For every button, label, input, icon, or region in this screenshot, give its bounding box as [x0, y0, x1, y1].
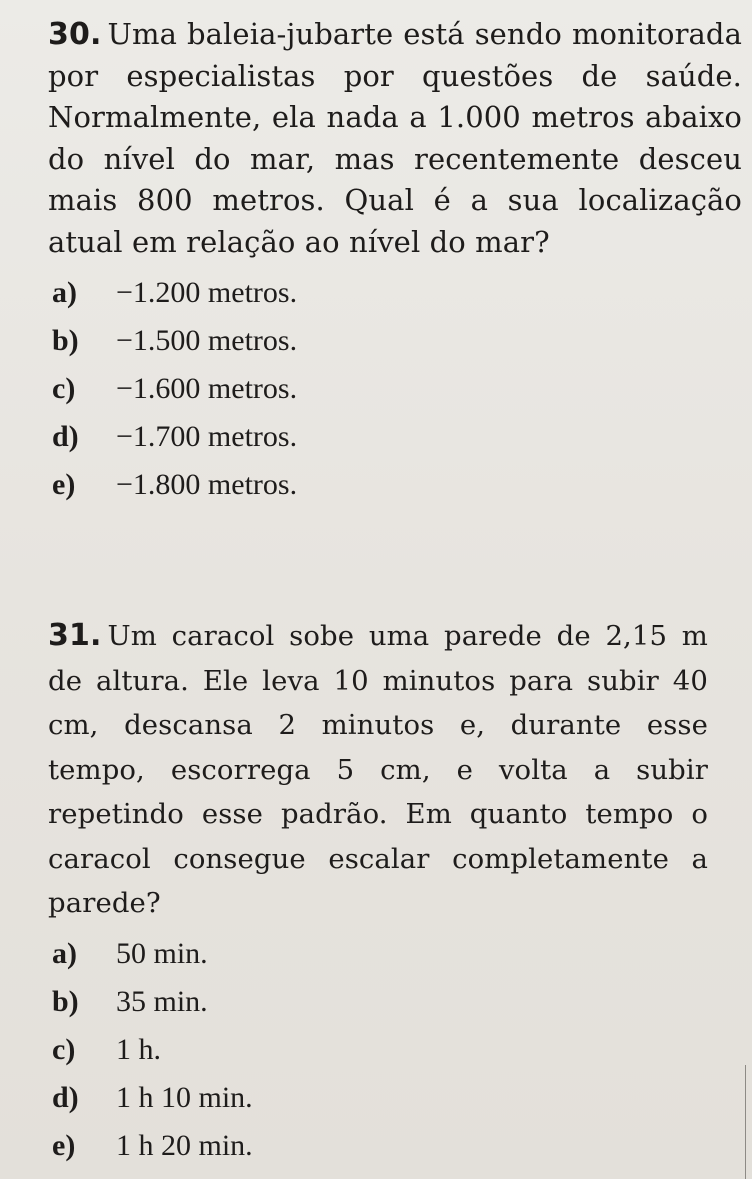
option-30-a[interactable]	[48, 269, 748, 317]
option-31-d[interactable]	[48, 1074, 748, 1122]
question-30	[48, 14, 748, 509]
option-text: 1 h 10 min.	[116, 1080, 253, 1114]
question-31-statement	[48, 614, 708, 926]
option-text: −1.500 metros.	[116, 324, 298, 357]
option-text: −1.200 metros.	[116, 276, 298, 309]
option-letter: a)	[52, 276, 77, 309]
option-31-c[interactable]	[48, 1026, 748, 1074]
option-text: −1.800 metros.	[116, 468, 298, 501]
option-31-e[interactable]	[48, 1122, 748, 1170]
question-30-options	[48, 269, 748, 509]
option-text: 35 min.	[116, 984, 208, 1018]
option-31-a[interactable]	[48, 930, 748, 978]
question-31-number: 31.	[48, 618, 102, 653]
question-30-text: Uma baleia-jubarte está sendo monitorada por especialistas por questões de saúde. Normalmente, ela nada a 1.000 metros abaixo do nível do mar, mas recentemente desceu mais 800 metros. Qual é a sua localização atual em relação ao nível do mar?	[48, 17, 742, 259]
question-30-statement	[48, 14, 742, 263]
option-30-e[interactable]	[48, 461, 748, 509]
option-30-d[interactable]	[48, 413, 748, 461]
option-letter: a)	[52, 936, 77, 970]
option-letter: c)	[52, 372, 76, 405]
option-letter: b)	[52, 324, 79, 357]
option-letter: e)	[52, 468, 76, 501]
option-30-b[interactable]	[48, 317, 748, 365]
option-30-c[interactable]	[48, 365, 748, 413]
option-letter: e)	[52, 1128, 76, 1162]
question-31-text: Um caracol sobe uma parede de 2,15 m de altura. Ele leva 10 minutos para subir 40 cm, descansa 2 minutos e, durante esse tempo, escorrega 5 cm, e volta a subir repetindo esse padrão. Em quanto tempo o caracol consegue escalar completamente a parede?	[48, 620, 708, 919]
question-31	[48, 614, 748, 1170]
option-31-b[interactable]	[48, 978, 748, 1026]
option-letter: d)	[52, 1080, 79, 1114]
option-text: 50 min.	[116, 936, 208, 970]
option-text: −1.700 metros.	[116, 420, 298, 453]
option-letter: d)	[52, 420, 79, 453]
option-letter: c)	[52, 1032, 76, 1066]
question-30-number: 30.	[48, 17, 102, 52]
option-text: 1 h.	[116, 1032, 161, 1066]
option-letter: b)	[52, 984, 79, 1018]
option-text: −1.600 metros.	[116, 372, 298, 405]
option-text: 1 h 20 min.	[116, 1128, 253, 1162]
question-31-options	[48, 930, 748, 1170]
